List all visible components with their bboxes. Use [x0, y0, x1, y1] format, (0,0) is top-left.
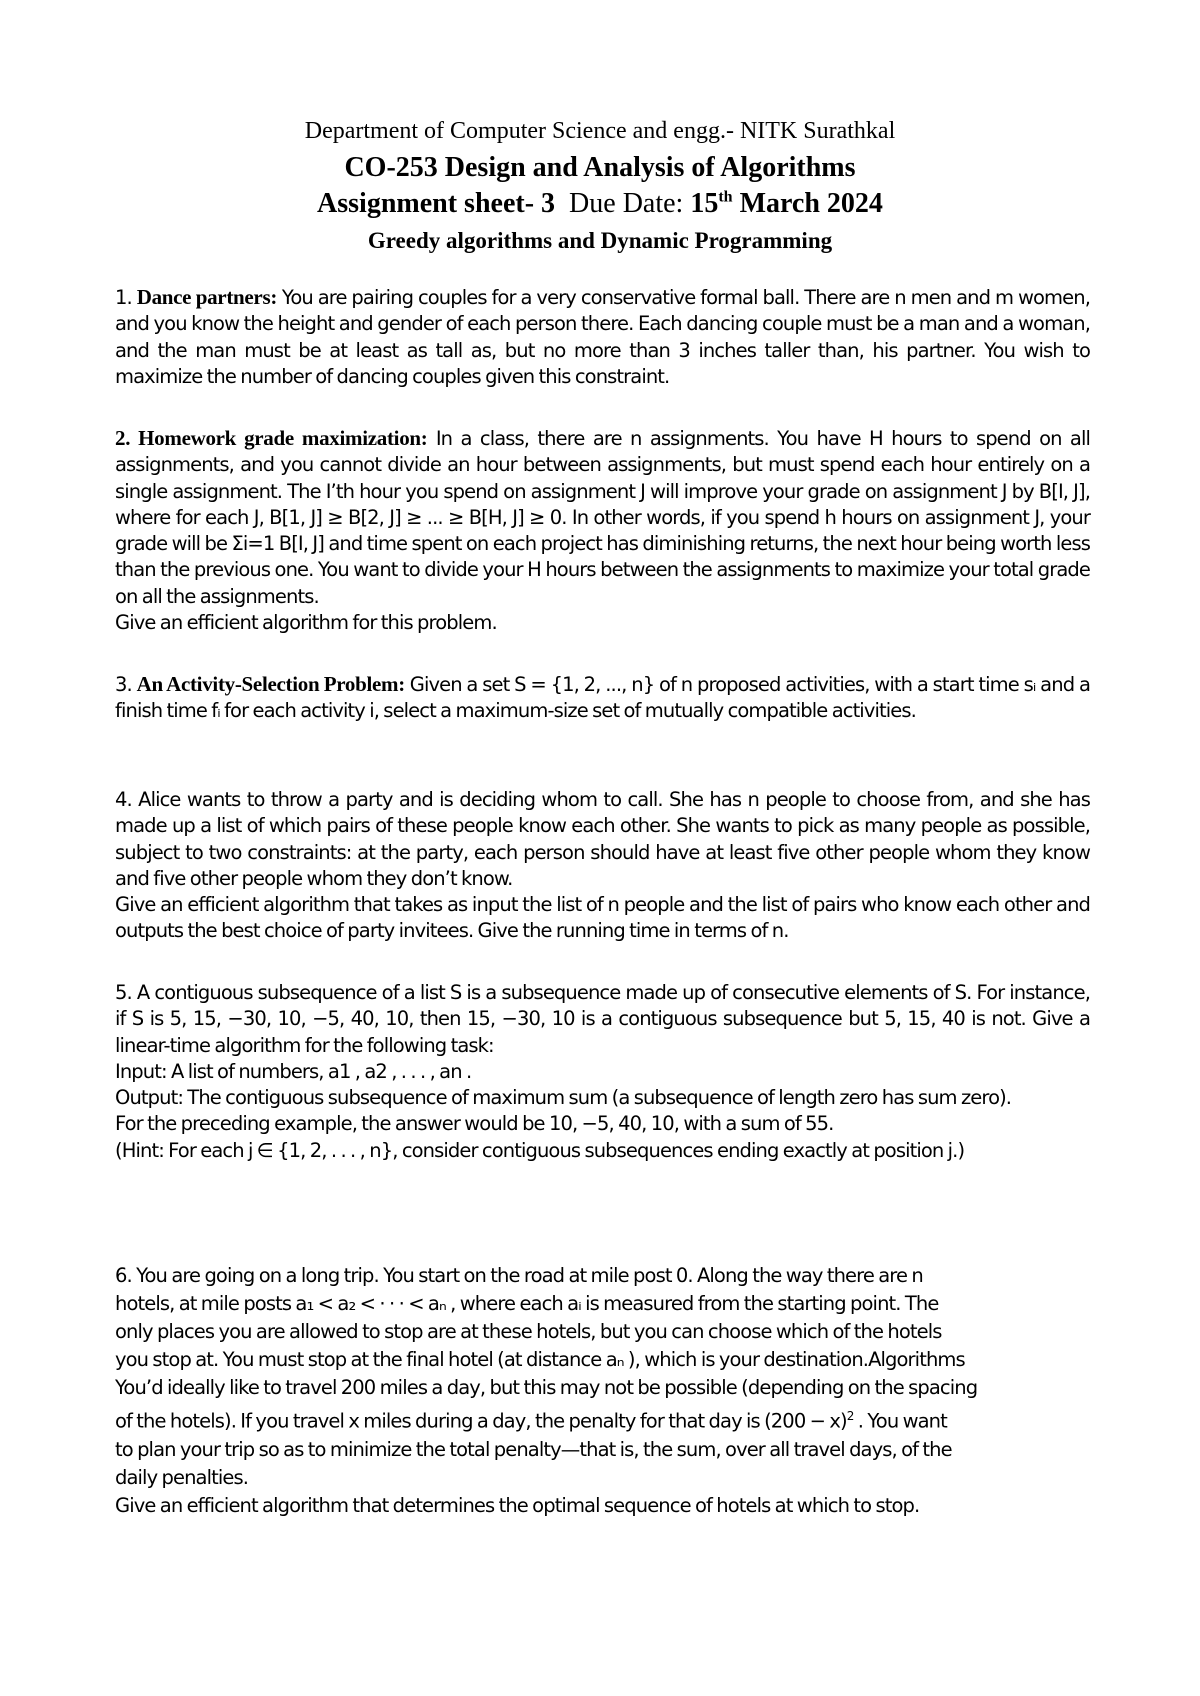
question-3-text: Given a set S = {1, 2, ..., n} of n proposed activities, with a start time sᵢ and a finish time fᵢ for each activity i, select a maximum-size set of mutually compatible activities.: [115, 673, 1090, 723]
question-4: [115, 787, 1090, 945]
question-6-line-1: 6. You are going on a long trip. You start on the road at mile post 0. Along the way there are n: [115, 1264, 923, 1287]
question-6-line-6a: of the hotels). If you travel x miles during a day, the penalty for that day is (200 − x): [115, 1409, 847, 1433]
question-5: [115, 980, 1090, 1164]
question-2-title: 2. Homework grade maximization:: [115, 426, 428, 450]
question-4-task: Give an efficient algorithm that takes as input the list of n people and the list of pairs who know each other and outputs the best choice of party invitees. Give the running time in terms of n.: [115, 893, 1090, 943]
due-label: Due Date:: [569, 188, 684, 219]
question-5-text: 5. A contiguous subsequence of a list S is a subsequence made up of consecutive elements of S. For instance, if S is 5, 15, −30, 10, −5, 40, 10, then 15, −30, 10 is a contiguous subsequence but 5, 15, 40 is not. Give a linear-time algorithm for the following task:: [115, 981, 1090, 1057]
question-6-line-8: daily penalties.: [115, 1465, 249, 1489]
question-2: [115, 425, 1090, 636]
due-day-suffix: th: [718, 188, 733, 206]
question-3-number: 3.: [115, 673, 137, 696]
due-day: 15: [690, 188, 719, 219]
question-6-line-2a: hotels, at mile posts a₁ < a₂ < · · · < aₙ ,: [115, 1292, 460, 1315]
question-4-text: 4. Alice wants to throw a party and is deciding whom to call. She has n people to choose from, and she has made up a list of which pairs of these people know each other. She wants to pick as many people as possible, subject to two constraints: at the party, each person should have at least five other people whom they know and five other people whom they don’t know.: [115, 788, 1090, 890]
question-2-text: In a class, there are n assignments. You have H hours to spend on all assignments, and you cannot divide an hour between assignments, but must spend each hour entirely on a single assignment. The I’th hour you spend on assignment J will improve your grade on assignment J by B[I, J], where for each J, B[1, J] ≥ B[2, J] ≥ ... ≥ B[H, J] ≥ 0. In other words, if you spend h hours on assignment J, your grade will be Σi=1 B[I, J] and time spent on each project has diminishing returns, the next hour being worth less than the previous one. You want to divide your H hours between the assignments to maximize your total grade on all the assignments.: [115, 427, 1090, 608]
question-6-exponent: 2: [846, 1409, 854, 1423]
question-3: [115, 671, 1090, 725]
department-heading: Department of Computer Science and engg.- NITK Surathkal: [304, 118, 896, 144]
question-2-task: Give an efficient algorithm for this problem.: [115, 611, 497, 635]
question-1-text: You are pairing couples for a very conservative formal ball. There are n men and m women, and you know the height and gender of each person there. Each dancing couple must be a man and a woman, and the man must be at least as tall as, but no more than 3 inches taller than, his partner. You wish to maximize the number of dancing couples given this constraint.: [115, 286, 1091, 388]
course-title: CO-253 Design and Analysis of Algorithms: [344, 152, 856, 183]
question-1: [115, 284, 1090, 390]
question-6-line-3: only places you are allowed to stop are at these hotels, but you can choose which of the hotels: [115, 1320, 942, 1343]
due-month-year: March 2024: [739, 188, 883, 219]
question-6: [115, 1262, 1090, 1520]
question-6-line-7: to plan your trip so as to minimize the total penalty—that is, the sum, over all travel days, of the: [115, 1437, 952, 1461]
question-6-line-2b: where each aᵢ is measured from the starting point. The: [459, 1292, 939, 1315]
question-5-input: Input: A list of numbers, a1 , a2 , . . . , an .: [115, 1059, 472, 1083]
question-6-line-5: You’d ideally like to travel 200 miles a day, but this may not be possible (depending on the spacing: [115, 1376, 978, 1399]
question-3-title: An Activity-Selection Problem:: [136, 672, 405, 696]
question-5-output: Output: The contiguous subsequence of maximum sum (a subsequence of length zero has sum zero).: [115, 1086, 1012, 1110]
question-6-line-4: you stop at. You must stop at the final hotel (at distance aₙ ), which is your destination.Algorithms: [115, 1348, 965, 1371]
topic-heading: Greedy algorithms and Dynamic Programming: [367, 228, 833, 253]
question-5-example: For the preceding example, the answer would be 10, −5, 40, 10, with a sum of 55.: [115, 1112, 834, 1136]
question-5-hint: (Hint: For each j ∈ {1, 2, . . . , n}, consider contiguous subsequences ending exactly at position j.): [115, 1138, 965, 1162]
question-1-number: 1.: [115, 286, 137, 309]
question-6-line-6b: . You want: [853, 1409, 947, 1433]
assignment-title: Assignment sheet- 3: [317, 188, 556, 219]
question-1-title: Dance partners:: [136, 285, 278, 309]
question-6-line-9: Give an efficient algorithm that determines the optimal sequence of hotels at which to stop.: [115, 1493, 920, 1517]
assignment-title-line: [0, 188, 1200, 220]
